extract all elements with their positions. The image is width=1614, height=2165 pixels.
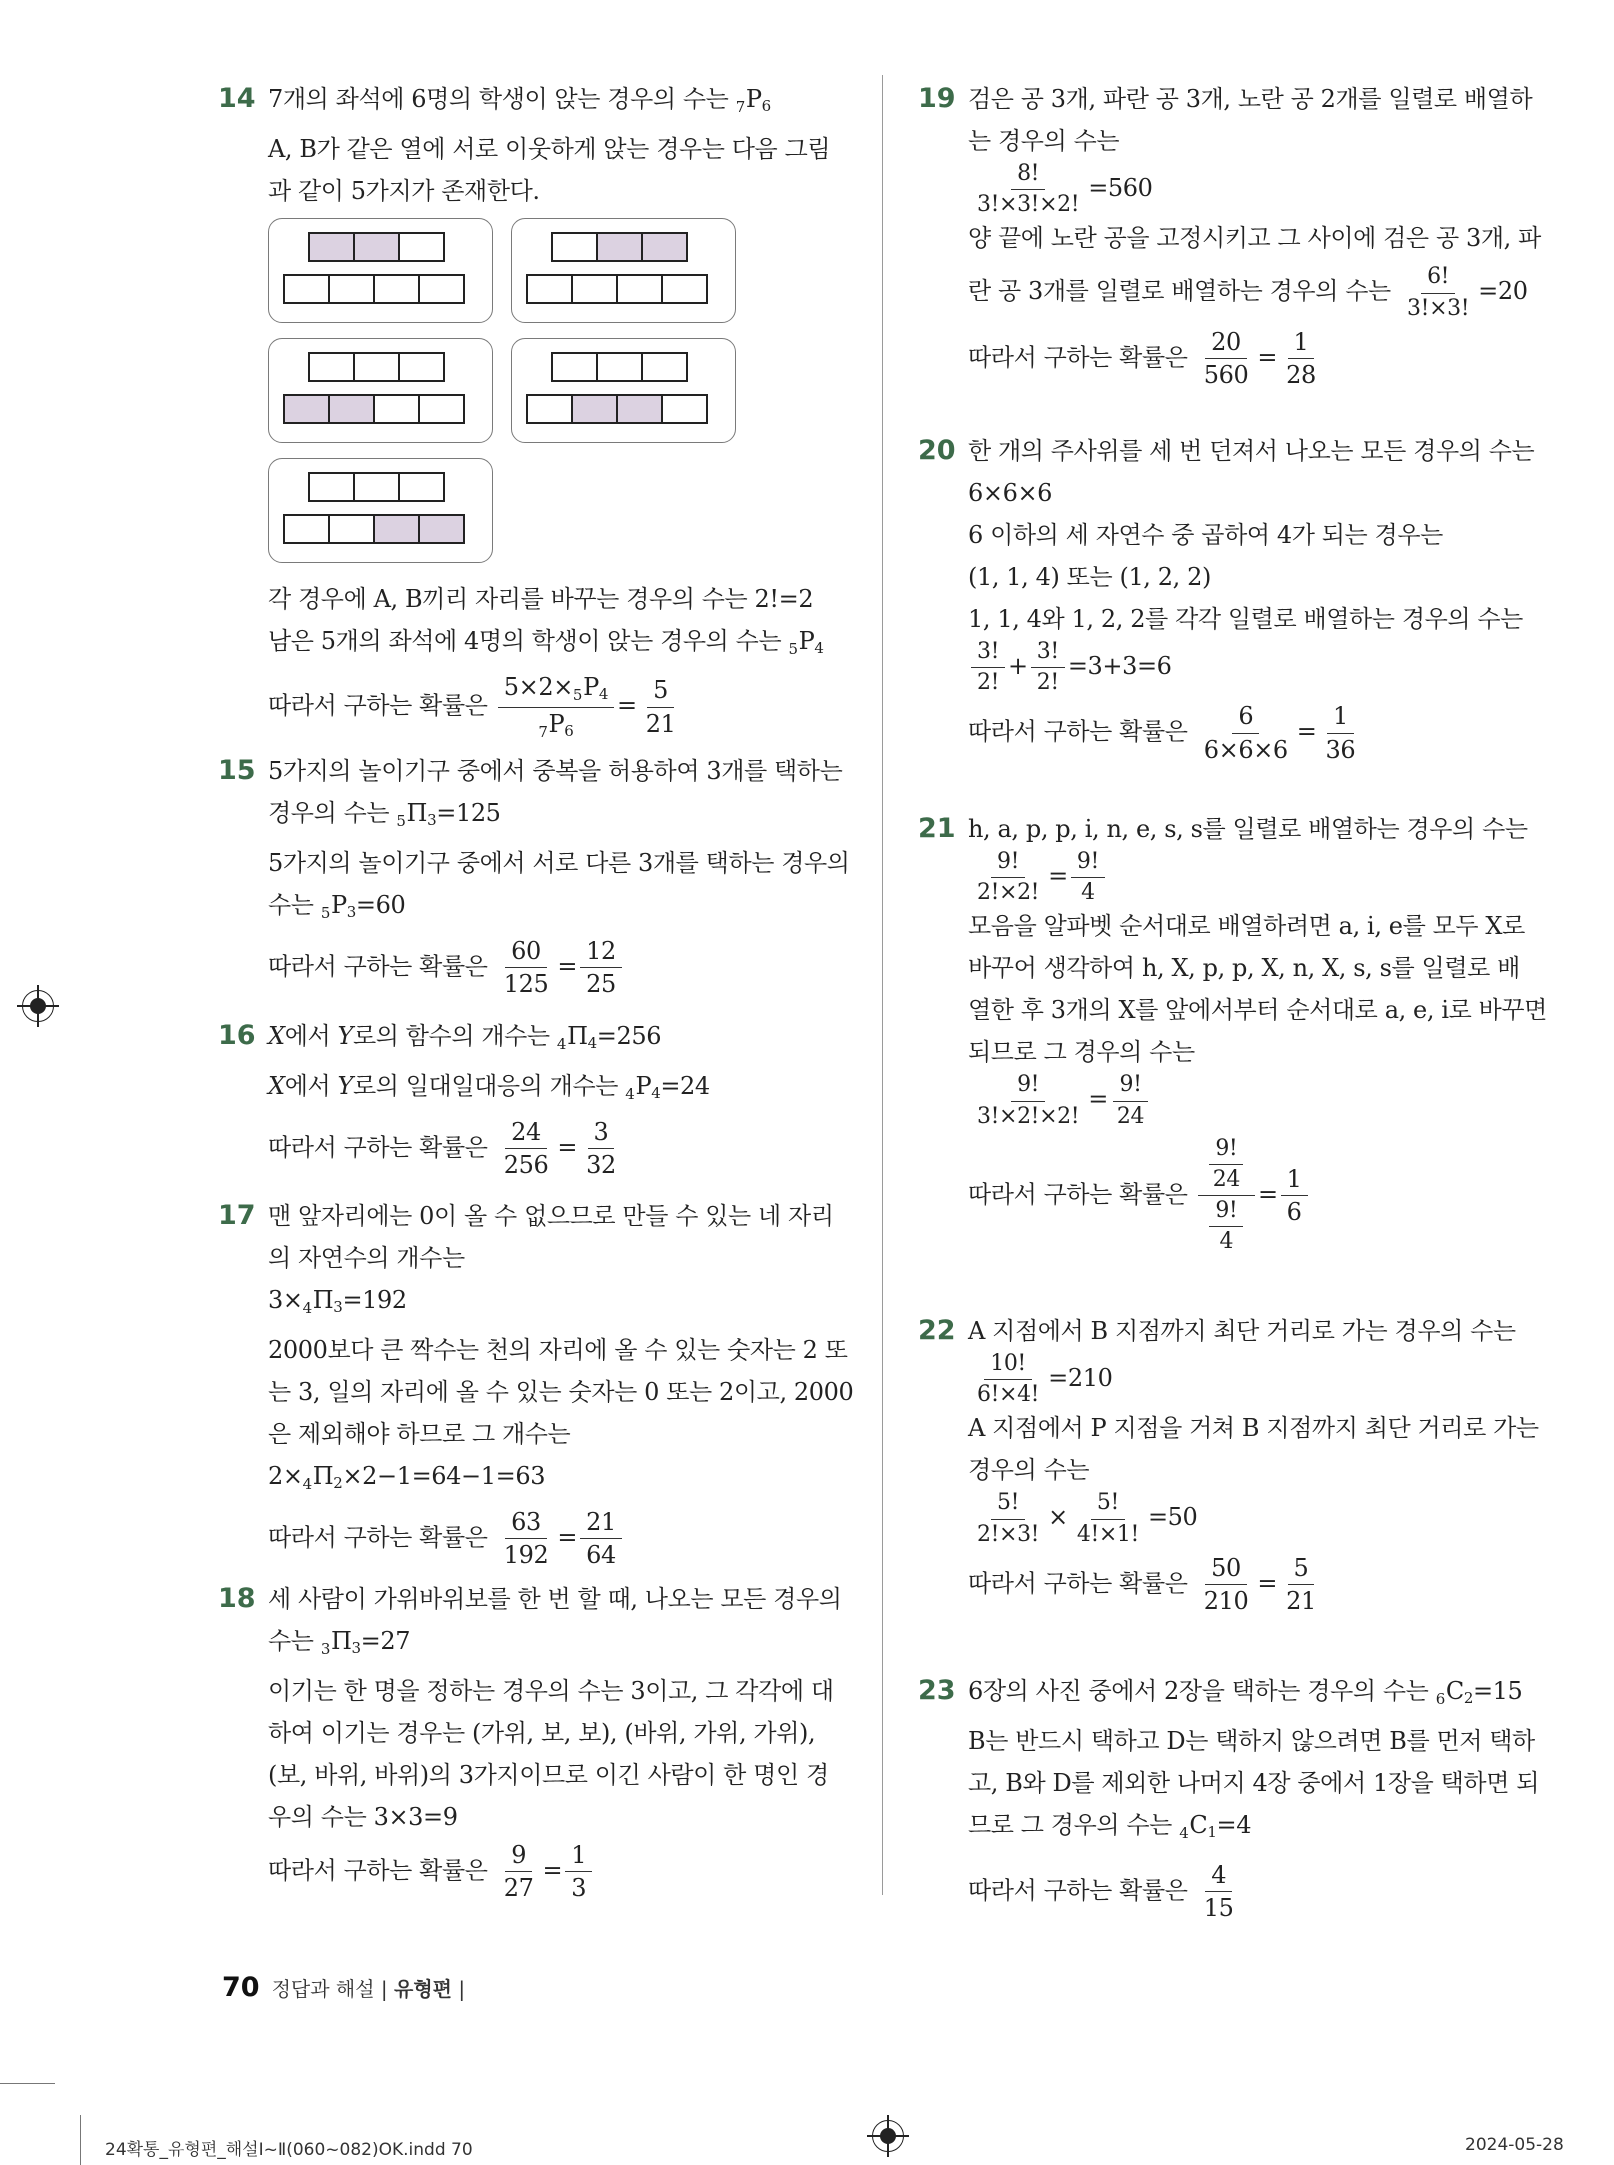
seat-arrangement-figure (268, 218, 843, 568)
page-number: 70 (222, 1972, 260, 2003)
crop-mark (80, 2115, 81, 2165)
problem-14: 14 7개의 좌석에 6명의 학생이 앉는 경우의 수는 $_7P_6$ A, B가 같은 열에 서로 이웃하게 앉는 경우는 다음 그림과 같이 5가지가 존재한다. 각 경우에 A, B끼리 자리를 바꾸는 경우의 수는 2!=2 남은 5개의 좌석에 4명의 학생이 앉는 경우의 수는 $_5P_4$ 따라서 구하는 확률은 $\frac{5\times 2\times_5P_4}{_7P_6}$ = $\frac{5}{21}$ (218, 78, 843, 740)
registration-mark-icon (22, 990, 54, 1022)
problem-15: 15 5가지의 놀이기구 중에서 중복을 허용하여 3개를 택하는 경우의 수는 $_5\Pi_3=125$ 5가지의 놀이기구 중에서 서로 다른 3개를 택하는 경우의 수는 $_5P_3=60$ 따라서 구하는 확률은 $\frac{60}{125}$ = $\frac{12}{25}$ (218, 755, 850, 999)
crop-mark (0, 2083, 55, 2084)
problem-21: 21 h, a, p, p, i, n, e, s, s를 일렬로 배열하는 경우의 수는 $\frac{9!}{2!\times 2!}$ = $\frac{9!}{4}$ 모음을 알파벳 순서대로 배열하려면 a, i, e를 모두 X로 바꾸어 생각하여 h, X, p, p, X, n, X, s, s를 일렬로 배 열한 후 3개의 X를 앞에서부터 순서대로 a, e, i로 바꾸면 되므로 그 경우의 수는 $\frac{9!}{3!\times 2!\times 2!}$ = $\frac{9!}{24}$ 따라서 구하는 확률은 $\frac{\frac{9!}{24}}{\frac{9!}{4}}$ = $\frac{1}{6}$ (918, 813, 1547, 1255)
arrangement-panel (268, 218, 493, 323)
problem-20: 20 한 개의 주사위를 세 번 던져서 나오는 모든 경우의 수는 6×6×6 6 이하의 세 자연수 중 곱하여 4가 되는 경우는 (1, 1, 4) 또는 (1, 2, 2) 1, 1, 4와 1, 2, 2를 각각 일렬로 배열하는 경우의 수는 $\frac{3!}{2!}$ + $\frac{3!}{2!}$ =3+3=6 따라서 구하는 확률은 $\frac{6}{6\times 6\times 6}$ = $\frac{1}{36}$ (918, 435, 1535, 764)
problem-19: 19 검은 공 3개, 파란 공 3개, 노란 공 2개를 일렬로 배열하 는 경우의 수는 $\frac{8!}{3!\times 3!\times 2!}$ =560 양 끝에 노란 공을 고정시키고 그 사이에 검은 공 3개, 파 란 공 3개를 일렬로 배열하는 경우의 수는 $\frac{6!}{3!\times 3!}$ =20 따라서 구하는 확률은 $\frac{20}{560}$ = $\frac{1}{28}$ (918, 83, 1541, 390)
slug-file: 24확통_유형편_해설Ⅰ~Ⅱ(060~082)OK.indd 70 (105, 2140, 473, 2160)
slug-date: 2024-05-28 (1465, 2135, 1564, 2155)
complex-fraction: $\frac{\frac{9!}{24}}{\frac{9!}{4}}$ (1198, 1137, 1255, 1255)
problem-16: 16 X에서 Y로의 함수의 개수는 $_4\Pi_4=256$ X에서 Y로의 일대일대응의 개수는 $_4P_4=24$ 따라서 구하는 확률은 $\frac{24}{256}$ = $\frac{3}{32}$ (218, 1020, 710, 1180)
column-divider (882, 75, 883, 1895)
fraction: $\frac{5\times 2\times_5P_4}{_7P_6}$ (498, 674, 614, 740)
problem-number: 14 (218, 83, 256, 114)
arrangement-panel (268, 458, 493, 563)
problem-23: 23 6장의 사진 중에서 2장을 택하는 경우의 수는 $_6C_2=15$ B는 반드시 택하고 D는 택하지 않으려면 B를 먼저 택하 고, B와 D를 제외한 나머지 4장 중에서 1장을 택하면 되 므로 그 경우의 수는 $_4C_1=4$ 따라서 구하는 확률은 $\frac{4}{15}$ (918, 1675, 1540, 1923)
arrangement-panel (511, 338, 736, 443)
problem-17: 17 맨 앞자리에는 0이 올 수 없으므로 만들 수 있는 네 자리 의 자연수의 개수는 $3\times_4\Pi_3=192$ 2000보다 큰 짝수는 천의 자리에 올 수 있는 숫자는 2 또 는 3, 일의 자리에 올 수 있는 숫자는 0 또는 2이고, 2000 은 제외해야 하므로 그 개수는 $2\times_4\Pi_2\times 2-1=64-1=63$ 따라서 구하는 확률은 $\frac{63}{192}$ = $\frac{21}{64}$ (218, 1200, 854, 1570)
page-footer: 70 정답과 해설 | 유형편 | (222, 1972, 466, 2003)
arrangement-panel (511, 218, 736, 323)
problem-22: 22 A 지점에서 B 지점까지 최단 거리로 가는 경우의 수는 $\frac{10!}{6!\times 4!}$ =210 A 지점에서 P 지점을 거쳐 B 지점까지 최단 거리로 가는 경우의 수는 $\frac{5!}{2!\times 3!}$ × $\frac{5!}{4!\times 1!}$ =50 따라서 구하는 확률은 $\frac{50}{210}$ = $\frac{5}{21}$ (918, 1315, 1539, 1616)
arrangement-panel (268, 338, 493, 443)
registration-mark-icon (872, 2120, 904, 2152)
problem-18: 18 세 사람이 가위바위보를 한 번 할 때, 나오는 모든 경우의 수는 $_3\Pi_3=27$ 이기는 한 명을 정하는 경우의 수는 3이고, 그 각각에 대 하여 이기는 경우는 (가위, 보, 보), (바위, 가위, 가위), (보, 바위, 바위)의 3가지이므로 이긴 사람이 한 명인 경 우의 수는 3×3=9 따라서 구하는 확률은 $\frac{9}{27}$ = $\frac{1}{3}$ (218, 1583, 842, 1903)
answer-fraction: $\frac{5}{21}$ (645, 676, 676, 738)
